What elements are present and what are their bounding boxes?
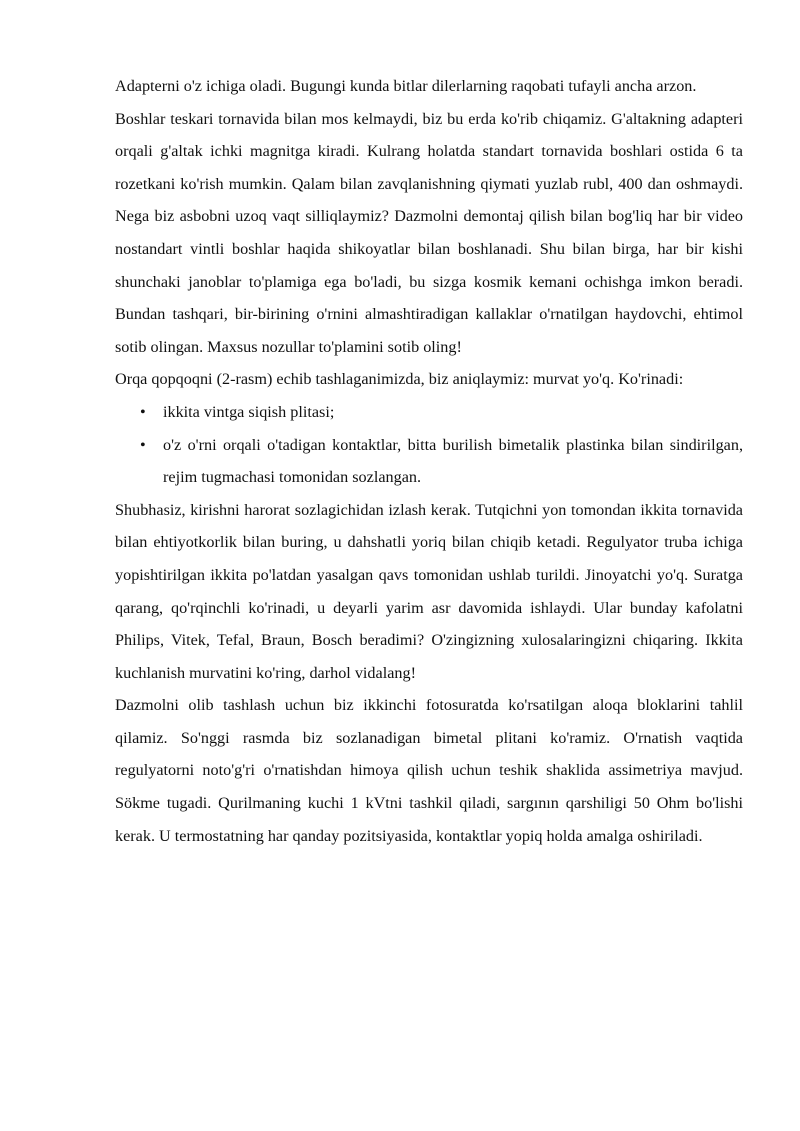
bullet-icon: • bbox=[140, 402, 146, 421]
list-item-text: o'z o'rni orqali o'tadigan kontaktlar, bitta burilish bimetalik plastinka bilan sindirilgan, rejim tugmachasi tomonidan sozlangan. bbox=[163, 435, 743, 487]
document-page bbox=[115, 70, 743, 852]
paragraph-thermostat: Shubhasiz, kirishni harorat sozlagichidan izlash kerak. Tutqichni yon tomondan ikkita tornavida bilan ehtiyotkorlik bilan buring, u dahshatli yoriq bilan chiqib ketadi. Regulyator truba ichiga yopishtirilgan ikkita po'latdan yasalgan qavs tomonidan ushlab turildi. Jinoyatchi yo'q. Suratga qarang, qo'rqinchli ko'rinadi, u deyarli yarim asr davomida ishlaydi. Ular bunday kafolatni Philips, Vitek, Tefal, Braun, Bosch beradimi? O'zingizning xulosalaringizni chiqaring. Ikkita kuchlanish murvatini ko'ring, darhol vidalang! bbox=[115, 500, 743, 682]
list-item-text: ikkita vintga siqish plitasi; bbox=[163, 402, 335, 421]
list-item bbox=[115, 429, 743, 494]
paragraph-disassembly: Dazmolni olib tashlash uchun biz ikkinchi fotosuratda ko'rsatilgan aloqa bloklarini tahlil qilamiz. So'nggi rasmda biz sozlanadigan bimetal plitani ko'ramiz. O'rnatish vaqtida regulyatorni noto'g'ri o'rnatishdan himoya qilish uchun teshik shaklida assimetriya mavjud. Sökme tugadi. Qurilmaning kuchi 1 kVtni tashkil qiladi, sargının qarshiligi 50 Ohm bo'lishi kerak. U termostatning har qanday pozitsiyasida, kontaktlar yopiq holda amalga oshiriladi. bbox=[115, 696, 743, 845]
bullet-list bbox=[115, 396, 743, 494]
bullet-icon: • bbox=[140, 435, 146, 454]
paragraph-screwdriver-heads: Boshlar teskari tornavida bilan mos kelmaydi, biz bu erda ko'rib chiqamiz. G'altakning adapteri orqali g'altak ichki magnitga kiradi. Kulrang holatda standart tornavida boshlari ostida 6 ta rozetkani ko'rish mumkin. Qalam bilan zavqlanishning qiymati yuzlab rubl, 400 dan oshmaydi. Nega biz asbobni uzoq vaqt silliqlaymiz? Dazmolni demontaj qilish bilan bog'liq har bir video nostandart vintli boshlar haqida shikoyatlar bilan boshlanadi. Shu bilan birga, har bir kishi shunchaki janoblar to'plamiga ega bo'ladi, bu sizga kosmik kemani ochishga imkon beradi. Bundan tashqari, bir-birining o'rnini almashtiradigan kallaklar o'rnatilgan haydovchi, ehtimol sotib olingan. Maxsus nozullar to'plamini sotib oling! bbox=[115, 109, 743, 356]
paragraph-adapter: Adapterni o'z ichiga oladi. Bugungi kunda bitlar dilerlarning raqobati tufayli ancha arzon. bbox=[115, 77, 697, 95]
list-item bbox=[115, 396, 743, 429]
paragraph-back-cover: Orqa qopqoqni (2-rasm) echib tashlaganimizda, biz aniqlaymiz: murvat yo'q. Ko'rinadi: bbox=[115, 370, 684, 389]
